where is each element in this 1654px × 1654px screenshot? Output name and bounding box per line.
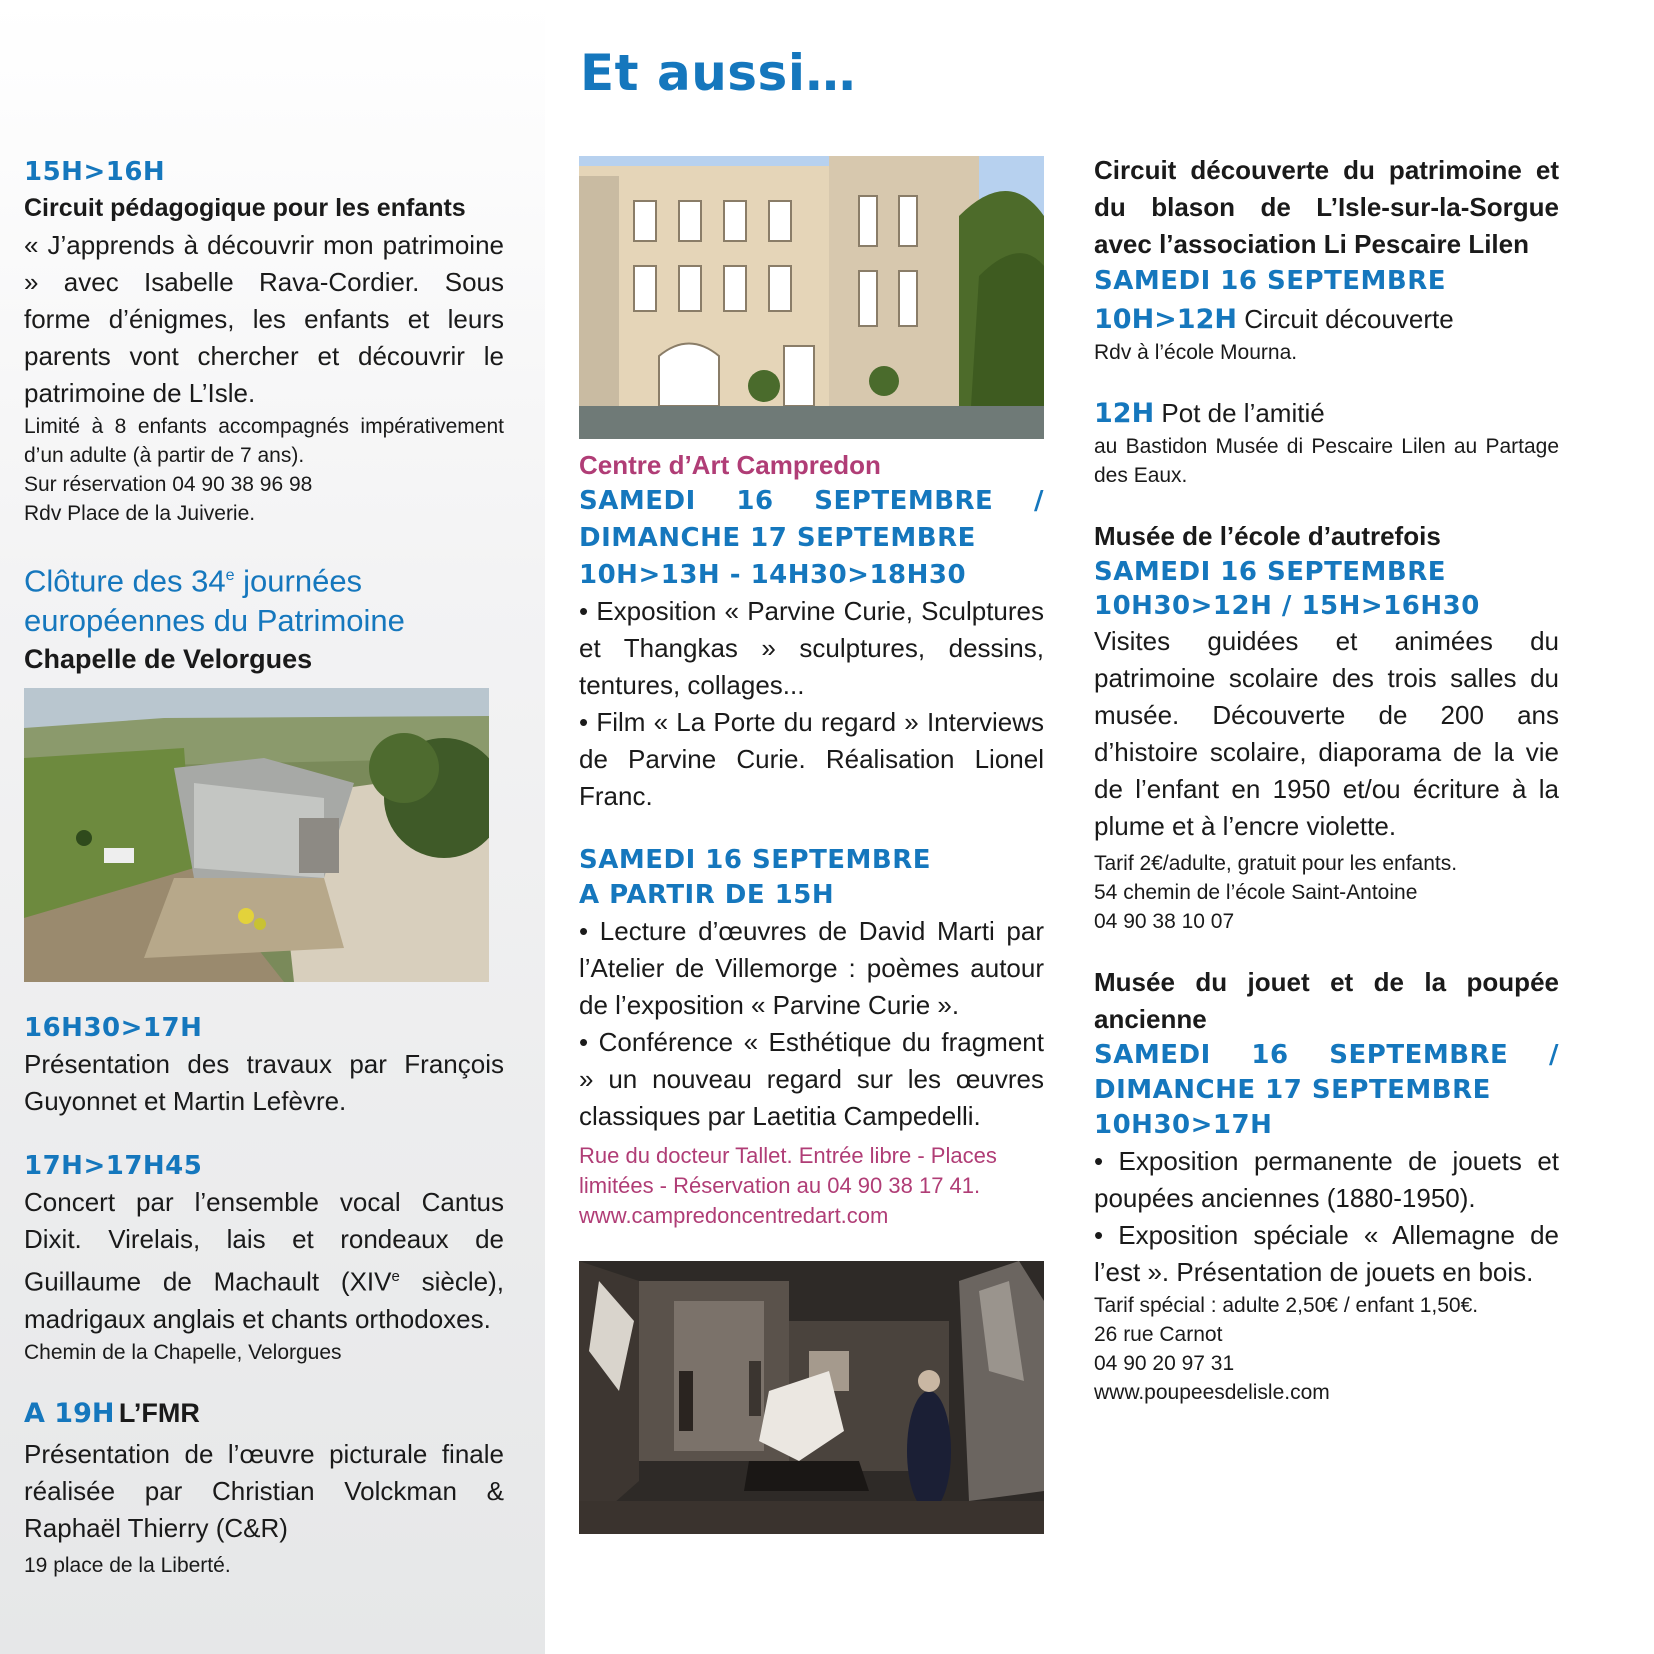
event-address: 54 chemin de l’école Saint-Antoine — [1094, 881, 1418, 904]
event-address: Chemin de la Chapelle, Velorgues — [24, 1340, 342, 1364]
campredon-building-photo — [579, 156, 1044, 439]
right-column — [1094, 152, 1559, 1407]
event-heading: Musée du jouet et de la poupée ancienne — [1094, 967, 1559, 1034]
event-circuit-enfants — [24, 154, 504, 528]
event-heading: Musée de l’école d’autrefois — [1094, 521, 1441, 551]
event-musee-ecole — [1094, 518, 1559, 936]
event-hours: 10H30>12H / 15H>16H30 — [1094, 591, 1480, 621]
exhibition-interior-photo — [579, 1261, 1044, 1534]
page-title: Et aussi… — [580, 44, 856, 102]
event-musee-jouet — [1094, 964, 1559, 1407]
event-website-link[interactable]: www.poupeesdelisle.com — [1094, 1381, 1330, 1404]
event-item-permanente: • Exposition permanente de jouets et poupées anciennes (1880-1950). — [1094, 1146, 1559, 1213]
event-heading: Circuit pédagogique pour les enfants — [24, 194, 466, 222]
venue-hours: 10H>13H - 14H30>18H30 — [579, 560, 967, 590]
event-time-line: 10H>12H Circuit découverte — [1094, 304, 1454, 335]
event-phone: 04 90 38 10 07 — [1094, 910, 1235, 933]
event-item-lecture: • Lecture d’œuvres de David Marti par l’Atelier de Villemorge : poèmes autour de l’exposition « Parvine Curie ». — [579, 916, 1044, 1020]
event-time-line: 12H Pot de l’amitié — [1094, 398, 1325, 429]
event-tarif: Tarif spécial : adulte 2,50€ / enfant 1,50€. — [1094, 1294, 1479, 1317]
event-presentation-travaux — [24, 1010, 504, 1120]
event-address: 19 place de la Liberté. — [24, 1553, 231, 1577]
event-time-name: A 19H L’FMR — [24, 1397, 200, 1429]
event-description: « J’apprends à découvrir mon patrimoine » avec Isabelle Rava-Cordier. Sous forme d’énigmes, les enfants et leurs parents vont chercher et découvrir le patrimoine de L’Isle. — [24, 230, 504, 408]
event-date: SAMEDI 16 SEPTEMBRE — [1094, 557, 1447, 587]
event-time: A PARTIR DE 15H — [579, 880, 835, 910]
cloture-title-line2: européennes du Patrimoine — [24, 603, 405, 639]
event-heading: Circuit découverte du patrimoine et du blason de L’Isle-sur-la-Sorgue avec l’association Li Pescaire Lilen — [1094, 155, 1559, 259]
event-place: au Bastidon Musée di Pescaire Lilen au Partage des Eaux. — [1094, 435, 1559, 487]
middle-column — [579, 156, 1044, 1534]
event-date: SAMEDI 16 SEPTEMBRE — [579, 845, 932, 875]
venue-dates: SAMEDI 16 SEPTEMBRE / DIMANCHE 17 SEPTEMBRE — [579, 486, 1044, 553]
venue-name: Centre d’Art Campredon — [579, 450, 881, 480]
event-fmr — [24, 1395, 504, 1580]
event-circuit-patrimoine — [1094, 152, 1559, 490]
event-address: 26 rue Carnot — [1094, 1323, 1223, 1346]
chapelle-velorgues-photo — [24, 688, 489, 982]
event-date: SAMEDI 16 SEPTEMBRE — [1094, 266, 1447, 296]
event-description: Présentation des travaux par François Guyonnet et Martin Lefèvre. — [24, 1049, 504, 1117]
event-note: Limité à 8 enfants accompagnés impérativement d’un adulte (à partir de 7 ans). — [24, 415, 504, 467]
cloture-title: Clôture des 34e journées — [24, 563, 363, 599]
event-rdv: Rdv à l’école Mourna. — [1094, 341, 1298, 364]
event-item-speciale: • Exposition spéciale « Allemagne de l’est ». Présentation de jouets en bois. — [1094, 1220, 1559, 1287]
venue-item-exposition: • Exposition « Parvine Curie, Sculptures et Thangkas » sculptures, dessins, tentures, collages... — [579, 596, 1044, 700]
event-reservation: Sur réservation 04 90 38 96 98 — [24, 473, 313, 496]
event-phone: 04 90 20 97 31 — [1094, 1352, 1235, 1375]
event-time: 15H>16H — [24, 157, 166, 187]
cloture-place: Chapelle de Velorgues — [24, 644, 313, 675]
left-column — [24, 154, 504, 1580]
venue-item-film: • Film « La Porte du regard » Interviews de Parvine Curie. Réalisation Lionel Franc. — [579, 707, 1044, 811]
event-description: Concert par l’ensemble vocal Cantus Dixit. Virelais, lais et rondeaux de Guillaume de Machault (XIVe siècle), madrigaux anglais et chants orthodoxes. — [24, 1187, 504, 1334]
event-description: Présentation de l’œuvre picturale finale réalisée par Christian Volckman & Raphaël Thierry (C&R) — [24, 1438, 504, 1543]
event-concert — [24, 1148, 504, 1367]
event-hours: 10H30>17H — [1094, 1110, 1273, 1140]
event-item-conference: • Conférence « Esthétique du fragment » un nouveau regard sur les œuvres classiques par Laetitia Campedelli. — [579, 1027, 1044, 1131]
venue-website-link[interactable]: www.campredoncentredart.com — [579, 1203, 889, 1228]
event-tarif: Tarif 2€/adulte, gratuit pour les enfants. — [1094, 852, 1458, 875]
event-description: Visites guidées et animées du patrimoine scolaire des trois salles du musée. Découverte de 200 ans d’histoire scolaire, diaporama de la vie de l’enfant en 1950 et/ou écriture à la plume et à l’encre violette. — [1094, 626, 1559, 841]
event-time: 17H>17H45 — [24, 1151, 203, 1182]
event-rdv: Rdv Place de la Juiverie. — [24, 502, 256, 525]
event-time: 16H30>17H — [24, 1013, 203, 1044]
cloture-section — [24, 556, 504, 678]
venue-info: Rue du docteur Tallet. Entrée libre - Places limitées - Réservation au 04 90 38 17 41. — [579, 1143, 997, 1198]
event-dates: SAMEDI 16 SEPTEMBRE / DIMANCHE 17 SEPTEMBRE — [1094, 1040, 1559, 1105]
